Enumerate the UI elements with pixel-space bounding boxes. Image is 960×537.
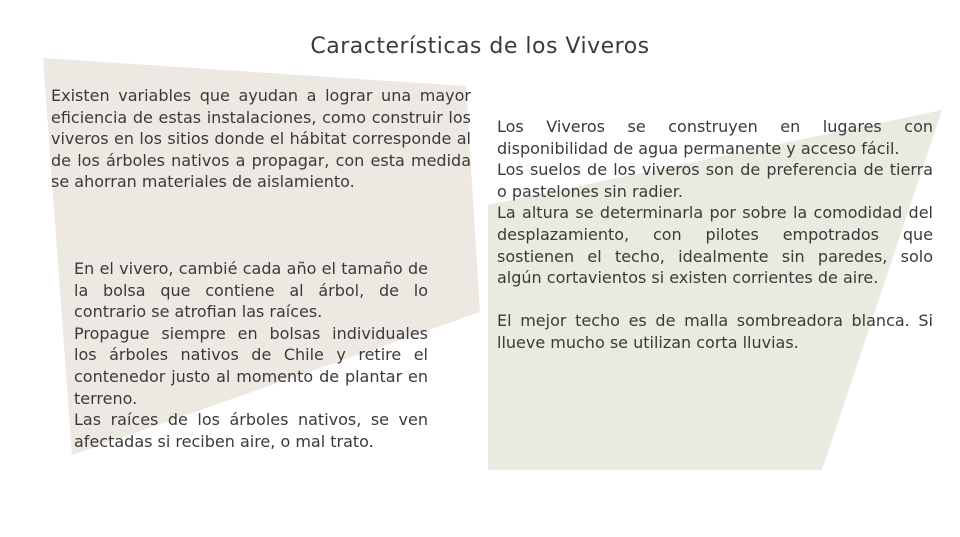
- paragraph-spacer: [497, 289, 933, 311]
- right-text-block: [497, 116, 933, 354]
- left-bottom-text-block: [74, 258, 428, 452]
- right-paragraph-1: Los Viveros se construyen en lugares con disponibilidad de agua permanente y acceso fácil.: [497, 117, 933, 158]
- left-top-paragraph: Existen variables que ayudan a lograr una mayor eficiencia de estas instalaciones, como construir los viveros en los sitios donde el hábitat corresponde al de los árboles nativos a propagar, con esta medida se ahorran materiales de aislamiento.: [51, 86, 471, 192]
- right-paragraph-2: Los suelos de los viveros son de preferencia de tierra o pastelones sin radier.: [497, 160, 933, 201]
- right-paragraph-3: La altura se determinarla por sobre la comodidad del desplazamiento, con pilotes empotrados que sostienen el techo, idealmente sin paredes, solo algún cortavientos si existen corrientes de aire.: [497, 203, 933, 288]
- slide-title: Características de los Viveros: [310, 34, 650, 59]
- left-top-text-block: [51, 85, 471, 193]
- right-paragraph-4: El mejor techo es de malla sombreadora blanca. Si llueve mucho se utilizan corta lluvias.: [497, 311, 933, 352]
- left-bottom-paragraph-1: En el vivero, cambié cada año el tamaño de la bolsa que contiene al árbol, de lo contrario se atrofian las raíces.: [74, 259, 428, 322]
- left-bottom-paragraph-2: Propague siempre en bolsas individuales los árboles nativos de Chile y retire el contenedor justo al momento de plantar en terreno.: [74, 323, 428, 408]
- left-bottom-paragraph-3: Las raíces de los árboles nativos, se ven afectadas si reciben aire, o mal trato.: [74, 410, 428, 451]
